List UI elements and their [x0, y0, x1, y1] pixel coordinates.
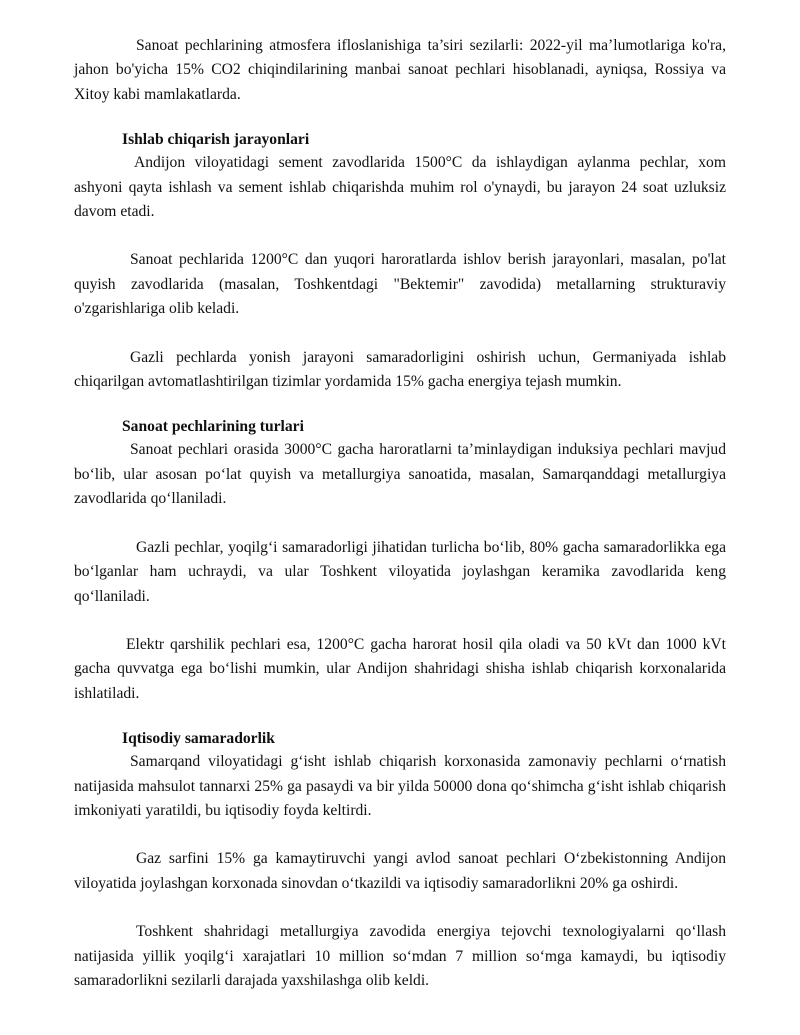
paragraph: Sanoat pechlarida 1200°C dan yuqori haroratlarda ishlov berish jarayonlari, masalan, po'lat quyish zavodlarida (masalan, Toshkentdagi "Bektemir" zavodida) metallarning strukturaviy o'zgarishlariga olib keladi. [74, 251, 726, 318]
section-furnace-types [74, 416, 726, 706]
paragraph: Elektr qarshilik pechlari esa, 1200°C gacha harorat hosil qila oladi va 50 kVt dan 1000 kVt gacha quvvatga ega bo‘lishi mumkin, ular Andijon shahridagi shisha ishlab chiqarish korxonalarida ishlatiladi. [74, 635, 726, 702]
section-production-processes [74, 129, 726, 394]
paragraph: Sanoat pechlari orasida 3000°C gacha haroratlarni ta’minlaydigan induksiya pechlari mavjud bo‘lib, ular asosan po‘lat quyish va metallurgiya sanoatida, masalan, Samarqanddagi metallurgiya zavodlarida qo‘llaniladi. [74, 441, 726, 508]
section-heading: Ishlab chiqarish jarayonlari [122, 131, 310, 149]
paragraph: Gazli pechlarda yonish jarayoni samaradorligini oshirish uchun, Germaniyada ishlab chiqarilgan avtomatlashtirilgan tizimlar yordamida 15% gacha energiya tejash mumkin. [74, 348, 726, 391]
paragraph: Gazli pechlar, yoqilg‘i samaradorligi jihatidan turlicha bo‘lib, 80% gacha samaradorlikka ega bo‘lganlar ham uchraydi, va ular Toshkent viloyatida joylashgan keramika zavodlarida keng qo‘llaniladi. [74, 538, 726, 605]
section-heading: Iqtisodiy samaradorlik [122, 730, 275, 748]
section-economic-efficiency [74, 728, 726, 993]
paragraph: Gaz sarfini 15% ga kamaytiruvchi yangi avlod sanoat pechlari O‘zbekistonning Andijon viloyatida joylashgan korxonada sinovdan o‘tkazildi va iqtisodiy samaradorlikni 20% ga oshirdi. [74, 850, 726, 892]
intro-paragraph: Sanoat pechlarining atmosfera ifloslanishiga ta’siri sezilarli: 2022-yil ma’lumotlariga ko'ra, jahon bo'yicha 15% CO2 chiqindilarining manbai sanoat pechlari hisoblanadi, ayniqsa, Rossiya va Xitoy kabi mamlakatlarda. [74, 37, 726, 103]
paragraph: Andijon viloyatidagi sement zavodlarida 1500°C da ishlaydigan aylanma pechlar, xom ashyoni qayta ishlash va sement ishlab chiqarishda muhim rol o'ynaydi, bu jarayon 24 soat uzluksiz davom etadi. [74, 154, 726, 221]
paragraph: Samarqand viloyatidagi g‘isht ishlab chiqarish korxonasida zamonaviy pechlarni o‘rnatish natijasida mahsulot tannarxi 25% ga pasaydi va bir yilda 50000 dona qo‘shimcha g‘isht ishlab chiqarish imkoniyati yaratildi, bu iqtisodiy foyda keltirdi. [74, 753, 726, 819]
section-heading: Sanoat pechlarining turlari [122, 418, 304, 436]
paragraph: Toshkent shahridagi metallurgiya zavodida energiya tejovchi texnologiyalarni qo‘llash natijasida yillik yoqilg‘i xarajatlari 10 million so‘mdan 7 million so‘mga kamaydi, bu iqtisodiy samaradorlikni sezilarli darajada yaxshilashga olib keldi. [74, 923, 726, 989]
